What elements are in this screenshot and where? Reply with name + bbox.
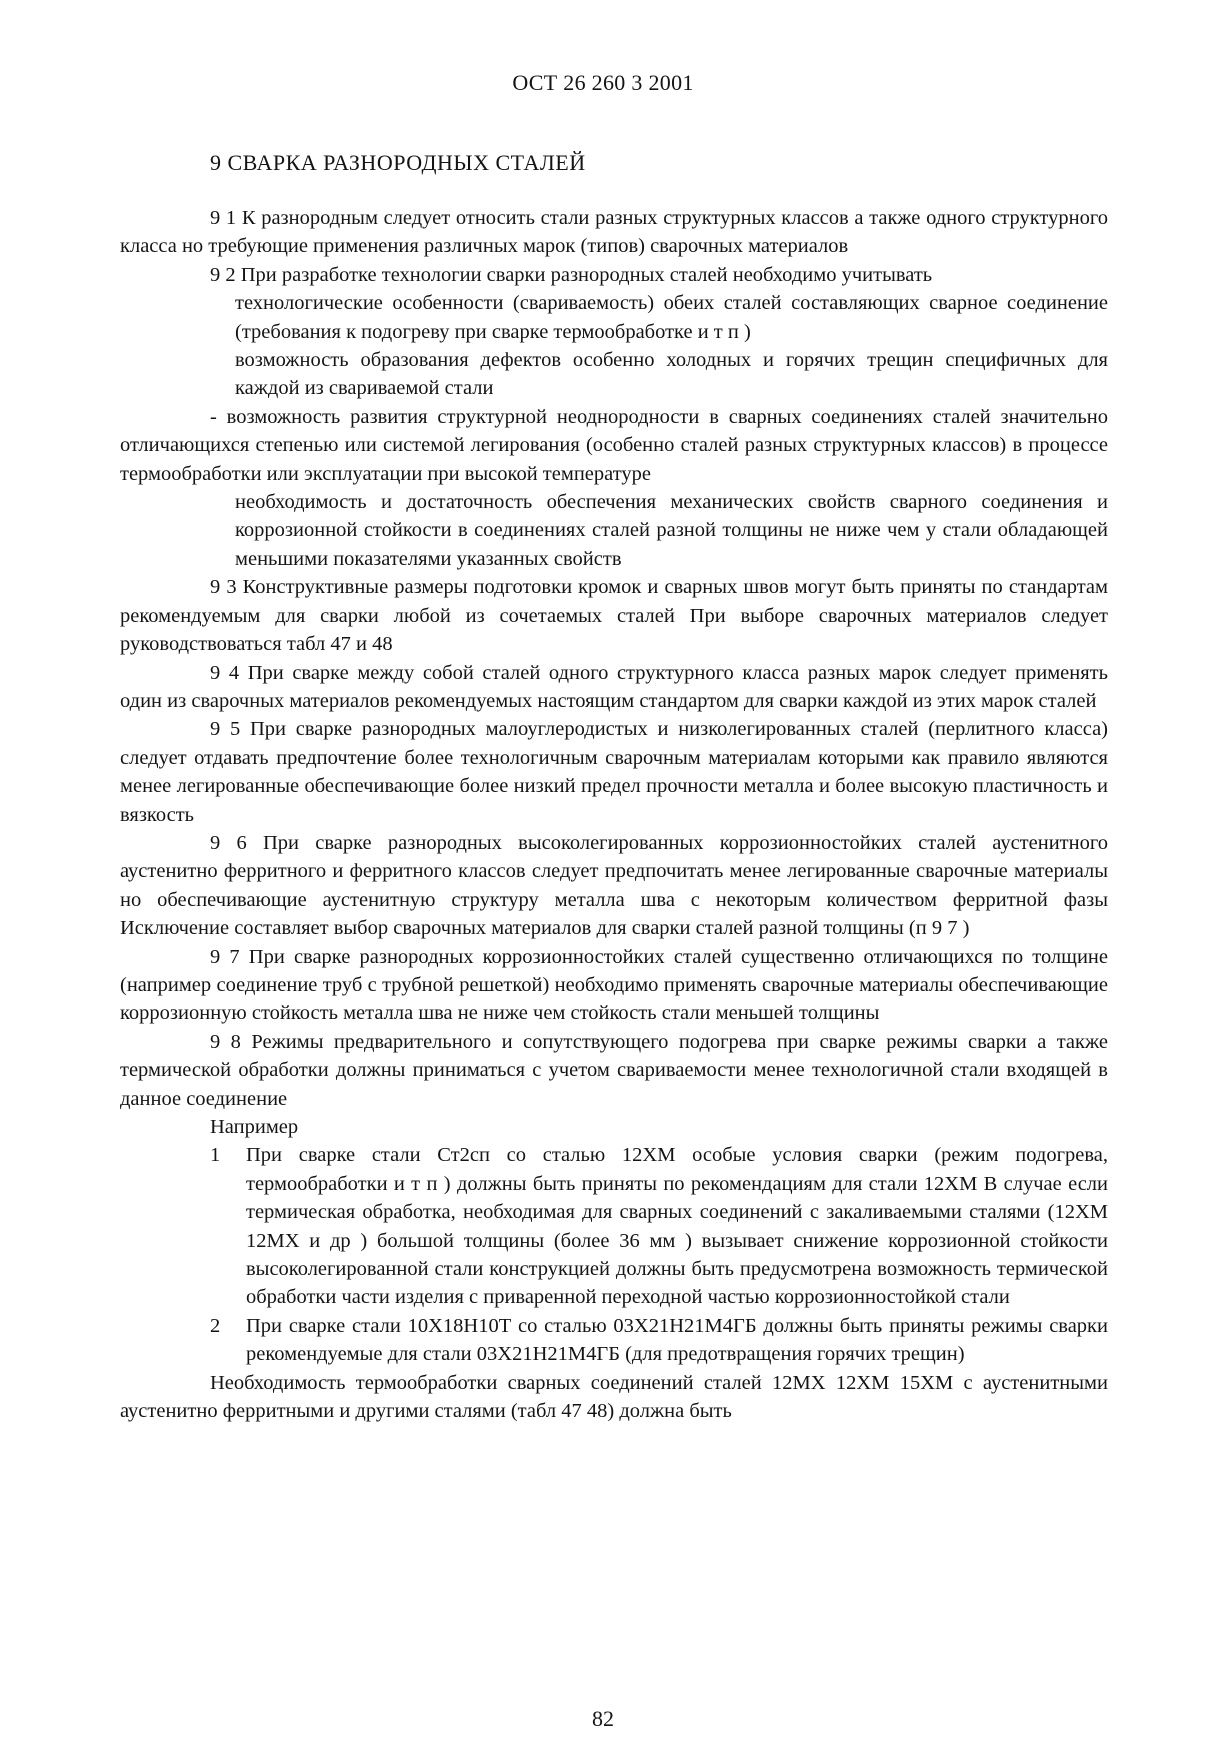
paragraph-9-2-bullet-2: возможность образования дефектов особенно холодных и горячих трещин специфичных для каждой из свариваемой стали	[235, 349, 1108, 400]
paragraph-9-4: 9 4 При сварке между собой сталей одного структурного класса разных марок следует применять один из сварочных материалов рекомендуемых настоящим стандартом для сварки каждой из этих марок сталей	[120, 661, 1108, 712]
example-item-2-number: 2	[210, 1314, 221, 1337]
page-number: 82	[592, 1706, 614, 1731]
example-item-2-text: При сварке стали 10Х18Н10Т со сталью 03Х21Н21М4ГБ должны быть приняты режимы сварки рекомендуемые для стали 03Х21Н21М4ГБ (для предотвращения горячих трещин)	[246, 1314, 1108, 1366]
paragraph-9-3: 9 3 Конструктивные размеры подготовки кромок и сварных швов могут быть приняты по стандартам рекомендуемым для сварки любой из сочетаемых сталей При выборе сварочных материалов следует руководствоваться табл 47 и 48	[120, 576, 1108, 656]
example-item-2	[120, 1312, 1108, 1369]
paragraph-9-7: 9 7 При сварке разнородных коррозионностойких сталей существенно отличающихся по толщине (например соединение труб с трубной решеткой) необходимо применять сварочные материалы обеспечивающие коррозионную стойкость металла шва не ниже чем стойкость стали меньшей толщины	[120, 945, 1108, 1025]
paragraph-9-8: 9 8 Режимы предварительного и сопутствующего подогрева при сварке режимы сварки а также термической обработки должны приниматься с учетом свариваемости менее технологичной стали входящей в данное соединение	[120, 1030, 1108, 1110]
paragraph-9-5: 9 5 При сварке разнородных малоуглеродистых и низколегированных сталей (перлитного класса) следует отдавать предпочтение более технологичным сварочным материалам которыми как правило являются менее легированные обеспечивающие более низкий предел прочности металла и более высокую пластичность и вязкость	[120, 718, 1108, 826]
document-body	[120, 204, 1108, 1425]
example-item-1-text: При сварке стали Ст2сп со сталью 12ХМ особые условия сварки (режим подогрева, термообработки и т п ) должны быть приняты по рекомендациям для стали 12ХМ В случае если термическая обработка, необходимая для сварных соединений с закаливаемыми сталями (12ХМ 12МХ и др ) большой толщины (более 36 мм ) вызывает снижение коррозионной стойкости высоколегированной стали конструкцией должны быть предусмотрена возможность термической обработки части изделия с приваренной переходной частью коррозионностойкой стали	[246, 1144, 1108, 1309]
paragraph-9-2-lead: 9 2 При разработке технологии сварки разнородных сталей необходимо учитывать	[210, 263, 933, 286]
paragraph-9-2-bullet-1: технологические особенности (свариваемость) обеих сталей составляющих сварное соединение (требования к подогреву при сварке термообработке и т п )	[235, 292, 1108, 343]
paragraph-9-1: 9 1 К разнородным следует относить стали разных структурных классов а также одного структурного класса но требующие применения различных марок (типов) сварочных материалов	[120, 207, 1108, 258]
example-item-1	[120, 1141, 1108, 1311]
paragraph-9-6: 9 6 При сварке разнородных высоколегированных коррозионностойких сталей аустенитного аустенитно ферритного и ферритного классов следует предпочитать менее легированные сварочные материалы но обеспечивающие аустенитную структуру металла шва с некоторым количеством ферритной фазы Исключение составляет выбор сварочных материалов для сварки сталей разной толщины (п 9 7 )	[120, 831, 1108, 940]
paragraph-9-2-bullet-3: - возможность развития структурной неоднородности в сварных соединениях сталей значительно отличающихся степенью или системой легирования (особенно сталей разных структурных классов) в процессе термообработки или эксплуатации при высокой температуре	[120, 405, 1108, 485]
standard-header: ОСТ 26 260 3 2001	[512, 70, 694, 95]
paragraph-9-2-bullet-4: необходимость и достаточность обеспечения механических свойств сварного соединения и коррозионной стойкости в соединениях сталей разной толщины не ниже чем у стали обладающей меньшими показателями указанных свойств	[235, 491, 1108, 570]
paragraph-final: Необходимость термообработки сварных соединений сталей 12МХ 12ХМ 15ХМ с аустенитными аустенитно ферритными и другими сталями (табл 47 48) должна быть	[120, 1371, 1108, 1423]
example-item-1-number: 1	[210, 1144, 221, 1167]
example-heading: Например	[210, 1116, 299, 1138]
section-title: 9 СВАРКА РАЗНОРОДНЫХ СТАЛЕЙ	[210, 150, 586, 175]
